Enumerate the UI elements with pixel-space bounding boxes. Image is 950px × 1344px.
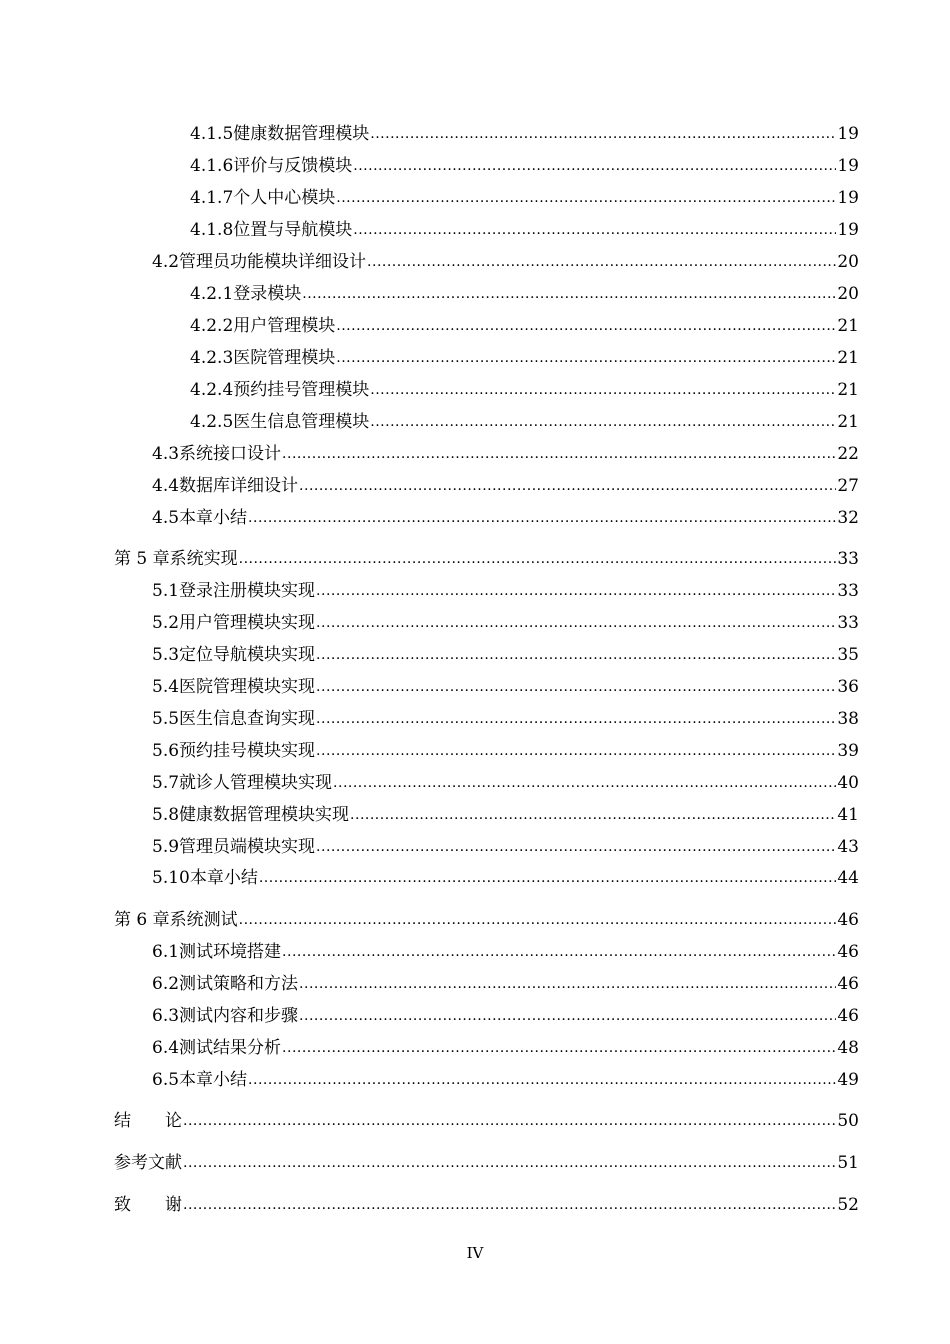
toc-entry-number: 5.5 (152, 709, 180, 729)
toc-leader-dots (299, 974, 836, 994)
toc-entry[interactable] (152, 575, 859, 601)
page-footer-number: IV (466, 1244, 484, 1262)
toc-entry-page: 39 (837, 741, 859, 761)
toc-entry-page: 48 (837, 1038, 859, 1058)
toc-entry-title: 测试内容和步骤 (179, 1006, 299, 1026)
toc-leader-dots (239, 549, 837, 569)
toc-entry[interactable] (152, 735, 859, 761)
toc-entry-title: 评价与反馈模块 (233, 156, 353, 176)
toc-entry-number: 6.1 (152, 942, 180, 962)
toc-leader-dots (316, 613, 836, 633)
toc-leader-dots (248, 1070, 836, 1090)
toc-entry-title: 医生信息查询实现 (179, 709, 316, 729)
toc-entry-title: 测试结果分析 (179, 1038, 282, 1058)
toc-entry-number: 4.1.6 (190, 156, 234, 176)
toc-entry-number: 4.2.3 (190, 348, 234, 368)
toc-leader-dots (316, 645, 836, 665)
toc-leader-dots (336, 348, 836, 368)
toc-entry-page: 46 (837, 974, 859, 994)
toc-leader-dots (316, 581, 836, 601)
toc-entry[interactable] (152, 799, 859, 825)
toc-entry-page: 33 (837, 613, 859, 633)
toc-entry[interactable] (190, 310, 859, 336)
toc-entry-page: 21 (837, 316, 859, 336)
toc-entry-title: 数据库详细设计 (179, 476, 299, 496)
toc-entry-page: 22 (837, 444, 859, 464)
toc-entry[interactable] (114, 1147, 859, 1173)
toc-entry-number: 5.8 (152, 805, 180, 825)
toc-entry-page: 50 (837, 1111, 859, 1131)
toc-leader-dots (239, 910, 837, 930)
toc-entry-page: 41 (837, 805, 859, 825)
toc-entry-title: 预约挂号模块实现 (179, 741, 316, 761)
toc-entry-title: 用户管理模块实现 (179, 613, 316, 633)
toc-entry-page: 40 (837, 773, 859, 793)
toc-entry-page: 19 (837, 220, 859, 240)
toc-leader-dots (183, 1195, 836, 1215)
toc-leader-dots (353, 220, 836, 240)
toc-entry-number: 第 5 章 (114, 549, 170, 569)
toc-entry-page: 27 (837, 476, 859, 496)
toc-leader-dots (302, 284, 836, 304)
toc-entry[interactable] (114, 543, 859, 569)
toc-entry-number: 6.5 (152, 1070, 180, 1090)
toc-entry-number: 5.6 (152, 741, 180, 761)
toc-leader-dots (370, 412, 836, 432)
toc-entry-title: 管理员功能模块详细设计 (179, 252, 367, 272)
toc-entry-page: 19 (837, 156, 859, 176)
toc-entry-title: 系统测试 (169, 910, 238, 930)
toc-entry[interactable] (190, 150, 859, 176)
toc-entry-number: 5.10 (152, 868, 190, 888)
toc-entry-number: 6.3 (152, 1006, 180, 1026)
toc-entry[interactable] (152, 246, 859, 272)
toc-leader-dots (248, 508, 836, 528)
toc-entry-page: 21 (837, 348, 859, 368)
toc-entry[interactable] (114, 1189, 859, 1215)
toc-entry-title: 测试策略和方法 (179, 974, 299, 994)
toc-entry-title: 登录模块 (233, 284, 302, 304)
toc-entry-number: 6.2 (152, 974, 180, 994)
toc-entry-number: 5.2 (152, 613, 180, 633)
toc-entry-number: 5.9 (152, 837, 180, 857)
toc-entry-number: 4.2.1 (190, 284, 234, 304)
toc-entry-number: 4.2.4 (190, 380, 234, 400)
toc-leader-dots (370, 124, 836, 144)
toc-entry-page: 44 (837, 868, 859, 888)
toc-entry-number: 4.5 (152, 508, 180, 528)
toc-entry[interactable] (152, 831, 859, 857)
toc-leader-dots (183, 1153, 836, 1173)
toc-leader-dots (183, 1111, 836, 1131)
toc-entry[interactable] (152, 1000, 859, 1026)
toc-entry-number: 5.7 (152, 773, 180, 793)
toc-entry[interactable] (152, 862, 859, 888)
toc-entry[interactable] (152, 1032, 859, 1058)
toc-leader-dots (316, 837, 836, 857)
toc-entry-page: 19 (837, 124, 859, 144)
toc-entry[interactable] (152, 671, 859, 697)
toc-leader-dots (259, 868, 837, 888)
toc-entry-title: 本章小结 (179, 1070, 248, 1090)
toc-leader-dots (282, 1038, 836, 1058)
toc-entry-page: 52 (837, 1195, 859, 1215)
toc-entry-number: 5.3 (152, 645, 180, 665)
toc-entry-title: 健康数据管理模块实现 (179, 805, 350, 825)
toc-entry[interactable] (152, 1064, 859, 1090)
toc-entry-page: 46 (837, 910, 859, 930)
toc-leader-dots (316, 677, 836, 697)
toc-entry-title: 结 论 (114, 1111, 182, 1131)
toc-leader-dots (350, 805, 836, 825)
toc-entry-number: 第 6 章 (114, 910, 170, 930)
toc-entry-page: 19 (837, 188, 859, 208)
toc-entry-title: 致 谢 (114, 1195, 182, 1215)
toc-entry-number: 4.1.5 (190, 124, 234, 144)
toc-entry-page: 33 (837, 581, 859, 601)
toc-entry-number: 4.1.7 (190, 188, 234, 208)
toc-entry[interactable] (152, 438, 859, 464)
toc-entry[interactable] (114, 1105, 859, 1131)
toc-entry-number: 4.3 (152, 444, 180, 464)
toc-entry-page: 36 (837, 677, 859, 697)
toc-entry[interactable] (114, 904, 859, 930)
toc-entry-page: 32 (837, 508, 859, 528)
toc-entry-title: 本章小结 (179, 508, 248, 528)
toc-entry[interactable] (152, 607, 859, 633)
toc-entry[interactable] (190, 342, 859, 368)
toc-entry-page: 43 (837, 837, 859, 857)
toc-entry-number: 4.1.8 (190, 220, 234, 240)
toc-entry-title: 用户管理模块 (233, 316, 336, 336)
toc-leader-dots (336, 188, 836, 208)
toc-entry-number: 4.2.2 (190, 316, 234, 336)
toc-entry-title: 位置与导航模块 (233, 220, 353, 240)
toc-entry[interactable] (152, 703, 859, 729)
toc-entry-page: 46 (837, 1006, 859, 1026)
toc-entry[interactable] (152, 968, 859, 994)
toc-entry-number: 4.4 (152, 476, 180, 496)
toc-entry[interactable] (190, 406, 859, 432)
toc-entry-title: 管理员端模块实现 (179, 837, 316, 857)
toc-entry-title: 系统实现 (169, 549, 238, 569)
toc-leader-dots (353, 156, 836, 176)
toc-entry[interactable] (190, 278, 859, 304)
toc-entry-title: 预约挂号管理模块 (233, 380, 370, 400)
toc-entry-title: 医生信息管理模块 (233, 412, 370, 432)
toc-entry-page: 38 (837, 709, 859, 729)
toc-entry[interactable] (190, 374, 859, 400)
toc-entry-title: 本章小结 (189, 868, 258, 888)
toc-entry-page: 51 (837, 1153, 859, 1173)
toc-entry-page: 21 (837, 412, 859, 432)
toc-entry-page: 20 (837, 252, 859, 272)
toc-entry-title: 参考文献 (114, 1153, 182, 1173)
toc-entry[interactable] (152, 470, 859, 496)
toc-entry-title: 系统接口设计 (179, 444, 282, 464)
toc-leader-dots (282, 942, 836, 962)
toc-entry-title: 定位导航模块实现 (179, 645, 316, 665)
toc-leader-dots (333, 773, 836, 793)
toc-leader-dots (299, 1006, 836, 1026)
toc-entry-page: 35 (837, 645, 859, 665)
toc-leader-dots (299, 476, 836, 496)
toc-entry-page: 33 (837, 549, 859, 569)
toc-entry-title: 测试环境搭建 (179, 942, 282, 962)
toc-entry[interactable] (152, 936, 859, 962)
toc-entry-title: 医院管理模块实现 (179, 677, 316, 697)
toc-entry[interactable] (190, 118, 859, 144)
toc-entry-page: 49 (837, 1070, 859, 1090)
toc-entry-page: 20 (837, 284, 859, 304)
toc-entry-page: 46 (837, 942, 859, 962)
toc-entry[interactable] (152, 502, 859, 528)
toc-entry-number: 4.2 (152, 252, 180, 272)
toc-leader-dots (316, 741, 836, 761)
toc-entry-page: 21 (837, 380, 859, 400)
toc-leader-dots (316, 709, 836, 729)
toc-entry-title: 登录注册模块实现 (179, 581, 316, 601)
toc-entry-title: 就诊人管理模块实现 (179, 773, 333, 793)
toc-leader-dots (282, 444, 836, 464)
toc-leader-dots (370, 380, 836, 400)
toc-entry-number: 5.4 (152, 677, 180, 697)
toc-entry[interactable] (190, 214, 859, 240)
toc-leader-dots (367, 252, 836, 272)
toc-entry-number: 5.1 (152, 581, 180, 601)
toc-entry-title: 健康数据管理模块 (233, 124, 370, 144)
toc-entry-number: 6.4 (152, 1038, 180, 1058)
toc-entry[interactable] (152, 639, 859, 665)
toc-entry[interactable] (190, 182, 859, 208)
toc-entry-title: 个人中心模块 (233, 188, 336, 208)
toc-leader-dots (336, 316, 836, 336)
toc-entry-title: 医院管理模块 (233, 348, 336, 368)
toc-entry-number: 4.2.5 (190, 412, 234, 432)
toc-entry[interactable] (152, 767, 859, 793)
